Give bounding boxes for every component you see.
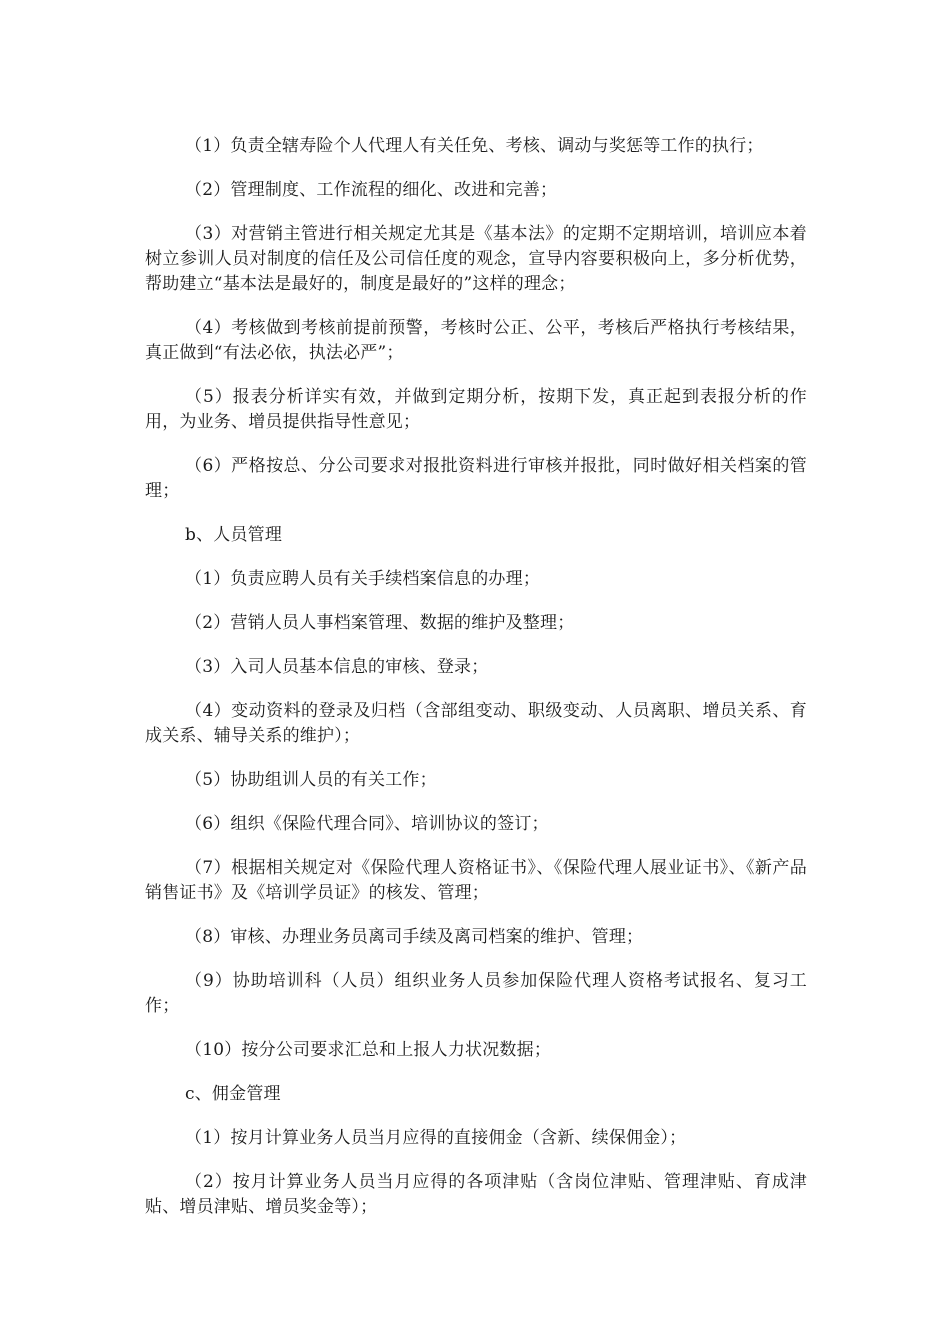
- section-a-item-6: （6）严格按总、分公司要求对报批资料进行审核并报批，同时做好相关档案的管理；: [145, 456, 807, 501]
- section-b-item-3: （3）入司人员基本信息的审核、登录；: [185, 657, 489, 677]
- document-page: [145, 134, 807, 1239]
- section-b-item-9: （9）协助培训科（人员）组织业务人员参加保险代理人资格考试报名、复习工作；: [145, 971, 807, 1016]
- section-c-heading: c、佣金管理: [185, 1084, 281, 1104]
- section-b-item-7: （7）根据相关规定对《保险代理人资格证书》、《保险代理人展业证书》、《新产品销售证书》及《培训学员证》的核发、管理；: [145, 858, 807, 903]
- section-c-item-2: （2）按月计算业务人员当月应得的各项津贴（含岗位津贴、管理津贴、育成津贴、增员津贴、增员奖金等）；: [145, 1172, 807, 1217]
- section-b-item-1: （1）负责应聘人员有关手续档案信息的办理；: [185, 569, 541, 589]
- section-a-item-4: （4）考核做到考核前提前预警，考核时公正、公平，考核后严格执行考核结果，真正做到“有法必依，执法必严”；: [145, 318, 807, 363]
- section-a-item-1: （1）负责全辖寿险个人代理人有关任免、考核、调动与奖惩等工作的执行；: [185, 136, 764, 156]
- section-a-item-5: （5）报表分析详实有效，并做到定期分析，按期下发，真正起到表报分析的作用，为业务、增员提供指导性意见；: [145, 387, 807, 432]
- section-b-item-6: （6）组织《保险代理合同》、培训协议的签订；: [185, 814, 549, 834]
- section-c-item-1: （1）按月计算业务人员当月应得的直接佣金（含新、续保佣金）；: [185, 1128, 687, 1148]
- section-a-item-2: （2）管理制度、工作流程的细化、改进和完善；: [185, 180, 558, 200]
- section-b-item-10: （10）按分公司要求汇总和上报人力状况数据；: [185, 1040, 552, 1060]
- section-b-item-4: （4）变动资料的登录及归档（含部组变动、职级变动、人员离职、增员关系、育成关系、辅导关系的维护）；: [145, 701, 807, 746]
- section-b-heading: b、人员管理: [185, 525, 283, 545]
- section-a-item-3: （3）对营销主管进行相关规定尤其是《基本法》的定期不定期培训，培训应本着树立参训人员对制度的信任及公司信任度的观念，宣导内容要积极向上，多分析优势，帮助建立“基本法是最好的，制度是最好的”这样的理念；: [145, 224, 807, 294]
- section-b-item-8: （8）审核、办理业务员离司手续及离司档案的维护、管理；: [185, 927, 644, 947]
- section-b-item-5: （5）协助组训人员的有关工作；: [185, 770, 437, 790]
- section-b-item-2: （2）营销人员人事档案管理、数据的维护及整理；: [185, 613, 575, 633]
